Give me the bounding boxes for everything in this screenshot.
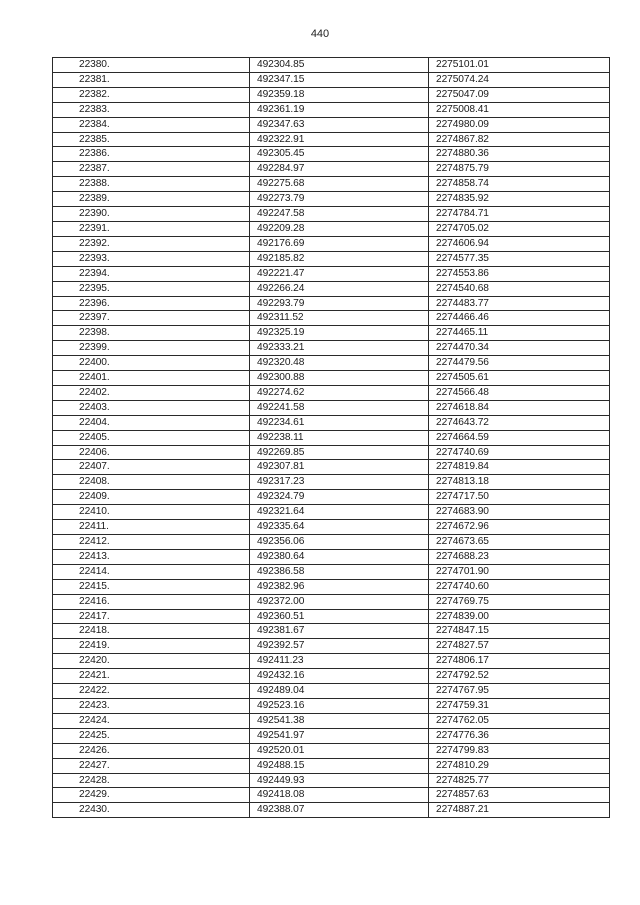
- table-row: [53, 535, 610, 550]
- table-row: [53, 639, 610, 654]
- table-row: [53, 87, 610, 102]
- table-row: [53, 445, 610, 460]
- y-coordinate-cell: 2274717.50: [429, 490, 610, 505]
- coordinates-table-body: [53, 58, 610, 818]
- x-coordinate-cell: 492305.45: [250, 147, 429, 162]
- y-coordinate-cell: 2274867.82: [429, 132, 610, 147]
- x-coordinate-cell: 492275.68: [250, 177, 429, 192]
- point-number-cell: 22405.: [53, 430, 250, 445]
- table-row: [53, 579, 610, 594]
- y-coordinate-cell: 2274880.36: [429, 147, 610, 162]
- y-coordinate-cell: 2275074.24: [429, 72, 610, 87]
- table-row: [53, 117, 610, 132]
- table-row: [53, 743, 610, 758]
- y-coordinate-cell: 2274819.84: [429, 460, 610, 475]
- point-number-cell: 22420.: [53, 654, 250, 669]
- point-number-cell: 22426.: [53, 743, 250, 758]
- table-row: [53, 132, 610, 147]
- x-coordinate-cell: 492284.97: [250, 162, 429, 177]
- y-coordinate-cell: 2274825.77: [429, 773, 610, 788]
- point-number-cell: 22404.: [53, 415, 250, 430]
- table-row: [53, 58, 610, 73]
- table-row: [53, 147, 610, 162]
- point-number-cell: 22392.: [53, 236, 250, 251]
- point-number-cell: 22391.: [53, 221, 250, 236]
- point-number-cell: 22389.: [53, 192, 250, 207]
- y-coordinate-cell: 2274776.36: [429, 728, 610, 743]
- x-coordinate-cell: 492311.52: [250, 311, 429, 326]
- y-coordinate-cell: 2274673.65: [429, 535, 610, 550]
- y-coordinate-cell: 2274643.72: [429, 415, 610, 430]
- table-row: [53, 609, 610, 624]
- y-coordinate-cell: 2274672.96: [429, 520, 610, 535]
- y-coordinate-cell: 2274465.11: [429, 326, 610, 341]
- x-coordinate-cell: 492333.21: [250, 341, 429, 356]
- y-coordinate-cell: 2274740.60: [429, 579, 610, 594]
- x-coordinate-cell: 492541.97: [250, 728, 429, 743]
- point-number-cell: 22380.: [53, 58, 250, 73]
- y-coordinate-cell: 2274847.15: [429, 624, 610, 639]
- point-number-cell: 22388.: [53, 177, 250, 192]
- x-coordinate-cell: 492411.23: [250, 654, 429, 669]
- table-row: [53, 788, 610, 803]
- x-coordinate-cell: 492321.64: [250, 505, 429, 520]
- x-coordinate-cell: 492359.18: [250, 87, 429, 102]
- x-coordinate-cell: 492523.16: [250, 698, 429, 713]
- table-row: [53, 460, 610, 475]
- y-coordinate-cell: 2274784.71: [429, 207, 610, 222]
- y-coordinate-cell: 2274799.83: [429, 743, 610, 758]
- x-coordinate-cell: 492307.81: [250, 460, 429, 475]
- point-number-cell: 22410.: [53, 505, 250, 520]
- page-number: 440: [310, 28, 330, 40]
- table-row: [53, 281, 610, 296]
- y-coordinate-cell: 2274835.92: [429, 192, 610, 207]
- y-coordinate-cell: 2274740.69: [429, 445, 610, 460]
- x-coordinate-cell: 492221.47: [250, 266, 429, 281]
- y-coordinate-cell: 2274505.61: [429, 371, 610, 386]
- point-number-cell: 22412.: [53, 535, 250, 550]
- table-row: [53, 505, 610, 520]
- x-coordinate-cell: 492304.85: [250, 58, 429, 73]
- point-number-cell: 22390.: [53, 207, 250, 222]
- table-row: [53, 415, 610, 430]
- table-row: [53, 684, 610, 699]
- table-row: [53, 713, 610, 728]
- y-coordinate-cell: 2274664.59: [429, 430, 610, 445]
- y-coordinate-cell: 2274767.95: [429, 684, 610, 699]
- point-number-cell: 22399.: [53, 341, 250, 356]
- x-coordinate-cell: 492241.58: [250, 400, 429, 415]
- x-coordinate-cell: 492322.91: [250, 132, 429, 147]
- y-coordinate-cell: 2274839.00: [429, 609, 610, 624]
- y-coordinate-cell: 2274483.77: [429, 296, 610, 311]
- point-number-cell: 22386.: [53, 147, 250, 162]
- table-row: [53, 624, 610, 639]
- x-coordinate-cell: 492176.69: [250, 236, 429, 251]
- point-number-cell: 22394.: [53, 266, 250, 281]
- x-coordinate-cell: 492185.82: [250, 251, 429, 266]
- x-coordinate-cell: 492360.51: [250, 609, 429, 624]
- y-coordinate-cell: 2275047.09: [429, 87, 610, 102]
- point-number-cell: 22400.: [53, 356, 250, 371]
- point-number-cell: 22411.: [53, 520, 250, 535]
- table-row: [53, 311, 610, 326]
- y-coordinate-cell: 2274887.21: [429, 803, 610, 818]
- table-row: [53, 490, 610, 505]
- table-row: [53, 326, 610, 341]
- point-number-cell: 22403.: [53, 400, 250, 415]
- point-number-cell: 22419.: [53, 639, 250, 654]
- point-number-cell: 22416.: [53, 594, 250, 609]
- point-number-cell: 22401.: [53, 371, 250, 386]
- y-coordinate-cell: 2274806.17: [429, 654, 610, 669]
- table-row: [53, 341, 610, 356]
- table-row: [53, 430, 610, 445]
- x-coordinate-cell: 492247.58: [250, 207, 429, 222]
- y-coordinate-cell: 2274470.34: [429, 341, 610, 356]
- table-row: [53, 266, 610, 281]
- x-coordinate-cell: 492273.79: [250, 192, 429, 207]
- point-number-cell: 22414.: [53, 564, 250, 579]
- point-number-cell: 22407.: [53, 460, 250, 475]
- x-coordinate-cell: 492381.67: [250, 624, 429, 639]
- point-number-cell: 22429.: [53, 788, 250, 803]
- x-coordinate-cell: 492380.64: [250, 549, 429, 564]
- x-coordinate-cell: 492386.58: [250, 564, 429, 579]
- table-row: [53, 564, 610, 579]
- table-row: [53, 251, 610, 266]
- x-coordinate-cell: 492372.00: [250, 594, 429, 609]
- x-coordinate-cell: 492418.08: [250, 788, 429, 803]
- y-coordinate-cell: 2274762.05: [429, 713, 610, 728]
- table-row: [53, 549, 610, 564]
- table-row: [53, 698, 610, 713]
- table-row: [53, 773, 610, 788]
- y-coordinate-cell: 2274683.90: [429, 505, 610, 520]
- y-coordinate-cell: 2274875.79: [429, 162, 610, 177]
- x-coordinate-cell: 492541.38: [250, 713, 429, 728]
- x-coordinate-cell: 492320.48: [250, 356, 429, 371]
- point-number-cell: 22393.: [53, 251, 250, 266]
- table-row: [53, 192, 610, 207]
- x-coordinate-cell: 492382.96: [250, 579, 429, 594]
- table-row: [53, 72, 610, 87]
- point-number-cell: 22402.: [53, 385, 250, 400]
- table-row: [53, 356, 610, 371]
- x-coordinate-cell: 492347.15: [250, 72, 429, 87]
- point-number-cell: 22408.: [53, 475, 250, 490]
- point-number-cell: 22421.: [53, 669, 250, 684]
- x-coordinate-cell: 492520.01: [250, 743, 429, 758]
- table-row: [53, 162, 610, 177]
- table-row: [53, 758, 610, 773]
- point-number-cell: 22395.: [53, 281, 250, 296]
- y-coordinate-cell: 2274566.48: [429, 385, 610, 400]
- point-number-cell: 22424.: [53, 713, 250, 728]
- point-number-cell: 22423.: [53, 698, 250, 713]
- x-coordinate-cell: 492356.06: [250, 535, 429, 550]
- x-coordinate-cell: 492347.63: [250, 117, 429, 132]
- y-coordinate-cell: 2274606.94: [429, 236, 610, 251]
- point-number-cell: 22398.: [53, 326, 250, 341]
- y-coordinate-cell: 2274792.52: [429, 669, 610, 684]
- y-coordinate-cell: 2274759.31: [429, 698, 610, 713]
- table-row: [53, 669, 610, 684]
- x-coordinate-cell: 492361.19: [250, 102, 429, 117]
- x-coordinate-cell: 492234.61: [250, 415, 429, 430]
- x-coordinate-cell: 492432.16: [250, 669, 429, 684]
- point-number-cell: 22387.: [53, 162, 250, 177]
- y-coordinate-cell: 2274980.09: [429, 117, 610, 132]
- y-coordinate-cell: 2274857.63: [429, 788, 610, 803]
- x-coordinate-cell: 492317.23: [250, 475, 429, 490]
- x-coordinate-cell: 492324.79: [250, 490, 429, 505]
- x-coordinate-cell: 492274.62: [250, 385, 429, 400]
- x-coordinate-cell: 492269.85: [250, 445, 429, 460]
- table-row: [53, 520, 610, 535]
- y-coordinate-cell: 2274577.35: [429, 251, 610, 266]
- point-number-cell: 22427.: [53, 758, 250, 773]
- point-number-cell: 22381.: [53, 72, 250, 87]
- x-coordinate-cell: 492238.11: [250, 430, 429, 445]
- table-row: [53, 236, 610, 251]
- y-coordinate-cell: 2274701.90: [429, 564, 610, 579]
- point-number-cell: 22385.: [53, 132, 250, 147]
- table-row: [53, 371, 610, 386]
- table-row: [53, 475, 610, 490]
- y-coordinate-cell: 2274769.75: [429, 594, 610, 609]
- table-row: [53, 654, 610, 669]
- x-coordinate-cell: 492293.79: [250, 296, 429, 311]
- x-coordinate-cell: 492489.04: [250, 684, 429, 699]
- x-coordinate-cell: 492266.24: [250, 281, 429, 296]
- y-coordinate-cell: 2275101.01: [429, 58, 610, 73]
- y-coordinate-cell: 2274827.57: [429, 639, 610, 654]
- table-row: [53, 728, 610, 743]
- table-row: [53, 385, 610, 400]
- point-number-cell: 22384.: [53, 117, 250, 132]
- y-coordinate-cell: 2274553.86: [429, 266, 610, 281]
- y-coordinate-cell: 2274810.29: [429, 758, 610, 773]
- x-coordinate-cell: 492300.88: [250, 371, 429, 386]
- table-row: [53, 102, 610, 117]
- y-coordinate-cell: 2275008.41: [429, 102, 610, 117]
- point-number-cell: 22396.: [53, 296, 250, 311]
- table-row: [53, 177, 610, 192]
- point-number-cell: 22409.: [53, 490, 250, 505]
- x-coordinate-cell: 492325.19: [250, 326, 429, 341]
- table-row: [53, 221, 610, 236]
- point-number-cell: 22383.: [53, 102, 250, 117]
- point-number-cell: 22428.: [53, 773, 250, 788]
- y-coordinate-cell: 2274688.23: [429, 549, 610, 564]
- y-coordinate-cell: 2274540.68: [429, 281, 610, 296]
- point-number-cell: 22417.: [53, 609, 250, 624]
- table-row: [53, 803, 610, 818]
- y-coordinate-cell: 2274858.74: [429, 177, 610, 192]
- y-coordinate-cell: 2274705.02: [429, 221, 610, 236]
- table-row: [53, 207, 610, 222]
- y-coordinate-cell: 2274466.46: [429, 311, 610, 326]
- x-coordinate-cell: 492335.64: [250, 520, 429, 535]
- point-number-cell: 22422.: [53, 684, 250, 699]
- y-coordinate-cell: 2274813.18: [429, 475, 610, 490]
- point-number-cell: 22406.: [53, 445, 250, 460]
- point-number-cell: 22425.: [53, 728, 250, 743]
- point-number-cell: 22413.: [53, 549, 250, 564]
- x-coordinate-cell: 492392.57: [250, 639, 429, 654]
- point-number-cell: 22418.: [53, 624, 250, 639]
- coordinates-table: [52, 57, 610, 818]
- y-coordinate-cell: 2274618.84: [429, 400, 610, 415]
- point-number-cell: 22397.: [53, 311, 250, 326]
- x-coordinate-cell: 492209.28: [250, 221, 429, 236]
- table-row: [53, 594, 610, 609]
- x-coordinate-cell: 492449.93: [250, 773, 429, 788]
- point-number-cell: 22382.: [53, 87, 250, 102]
- y-coordinate-cell: 2274479.56: [429, 356, 610, 371]
- point-number-cell: 22430.: [53, 803, 250, 818]
- x-coordinate-cell: 492488.15: [250, 758, 429, 773]
- x-coordinate-cell: 492388.07: [250, 803, 429, 818]
- table-row: [53, 296, 610, 311]
- point-number-cell: 22415.: [53, 579, 250, 594]
- table-row: [53, 400, 610, 415]
